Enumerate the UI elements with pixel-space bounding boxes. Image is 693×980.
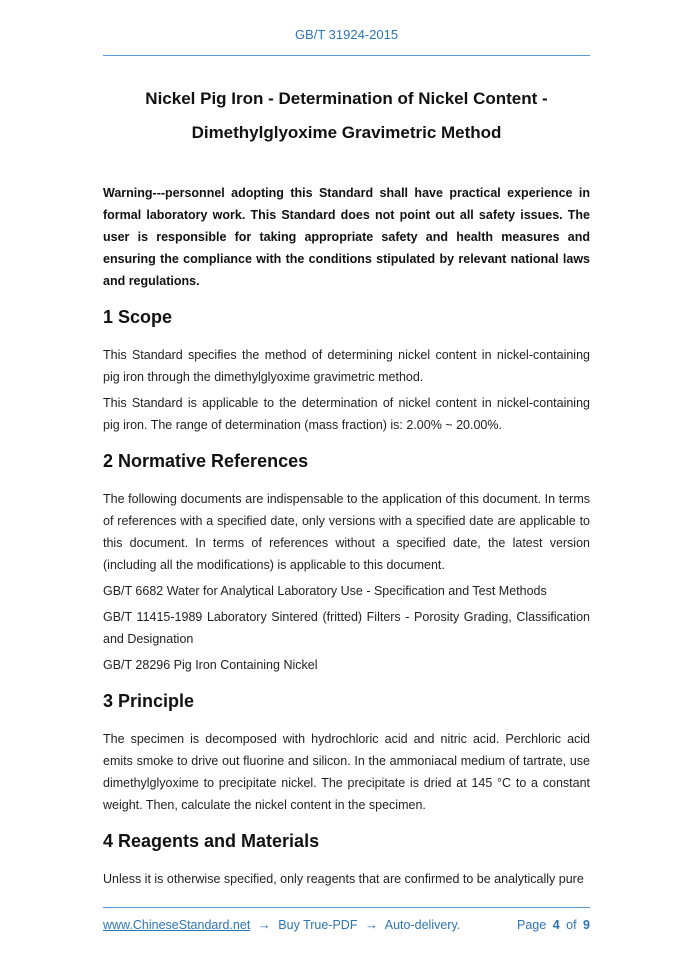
reference-paragraph: GB/T 6682 Water for Analytical Laboratory Use - Specification and Test Methods xyxy=(103,584,547,598)
page-total: 9 xyxy=(583,918,590,932)
standard-code: GB/T 31924-2015 xyxy=(294,27,399,42)
title-line-2: Dimethylglyoxime Gravimetric Method xyxy=(191,123,502,142)
document-title xyxy=(103,82,590,150)
auto-delivery-label: Auto-delivery. xyxy=(384,918,461,932)
body-paragraph: The specimen is decomposed with hydrochloric acid and nitric acid. Perchloric acid emits smoke to drive out fluorine and silicon. In the ammoniacal medium of tartrate, use dimethylglyoxime to precipitate nickel. The precipitate is dried at 145 °C to a constant weight. Then, calculate the nickel content in the specimen. xyxy=(103,732,590,812)
doc-header xyxy=(103,0,590,56)
page-current: 4 xyxy=(552,918,560,932)
page-label: Page xyxy=(517,918,547,932)
section-heading-scope: 1 Scope xyxy=(103,307,173,327)
title-line-1: Nickel Pig Iron - Determination of Nickel Content - xyxy=(145,89,548,108)
section-heading-normative-references: 2 Normative References xyxy=(103,451,309,471)
section-heading-reagents-and-materials: 4 Reagents and Materials xyxy=(103,831,320,851)
page-indicator xyxy=(514,916,590,934)
page-footer xyxy=(103,907,590,934)
body-paragraph: The following documents are indispensable to the application of this document. In terms of references with a specified date, only versions with a specified date are applicable to this document. In terms of references without a specified date, the latest version (including all the modifications) is applicable to this document. xyxy=(103,492,590,572)
warning-paragraph: Warning---personnel adopting this Standard shall have practical experience in formal laboratory work. This Standard does not point out all safety issues. The user is responsible for taking appropriate safety and health measures and ensuring the compliance with the conditions stipulated by relevant national laws and regulations. xyxy=(103,186,590,288)
footer-promo xyxy=(103,916,464,934)
buy-pdf-label: Buy True-PDF xyxy=(278,918,358,932)
website-link[interactable]: www.ChineseStandard.net xyxy=(103,918,251,932)
body-paragraph: Unless it is otherwise specified, only reagents that are confirmed to be analytically pure xyxy=(103,872,584,886)
body-paragraph: This Standard specifies the method of determining nickel content in nickel-containing pig iron through the dimethylglyoxime gravimetric method. xyxy=(103,348,590,384)
section-heading-principle: 3 Principle xyxy=(103,691,195,711)
reference-paragraph: GB/T 11415-1989 Laboratory Sintered (fritted) Filters - Porosity Grading, Classification and Designation xyxy=(103,610,590,646)
of-label: of xyxy=(566,918,577,932)
body-paragraph: This Standard is applicable to the determination of nickel content in nickel-containing pig iron. The range of determination (mass fraction) is: 2.00% ~ 20.00%. xyxy=(103,396,590,432)
reference-paragraph: GB/T 28296 Pig Iron Containing Nickel xyxy=(103,658,318,672)
right-arrow-icon: → xyxy=(364,917,378,932)
right-arrow-icon: → xyxy=(257,917,271,932)
